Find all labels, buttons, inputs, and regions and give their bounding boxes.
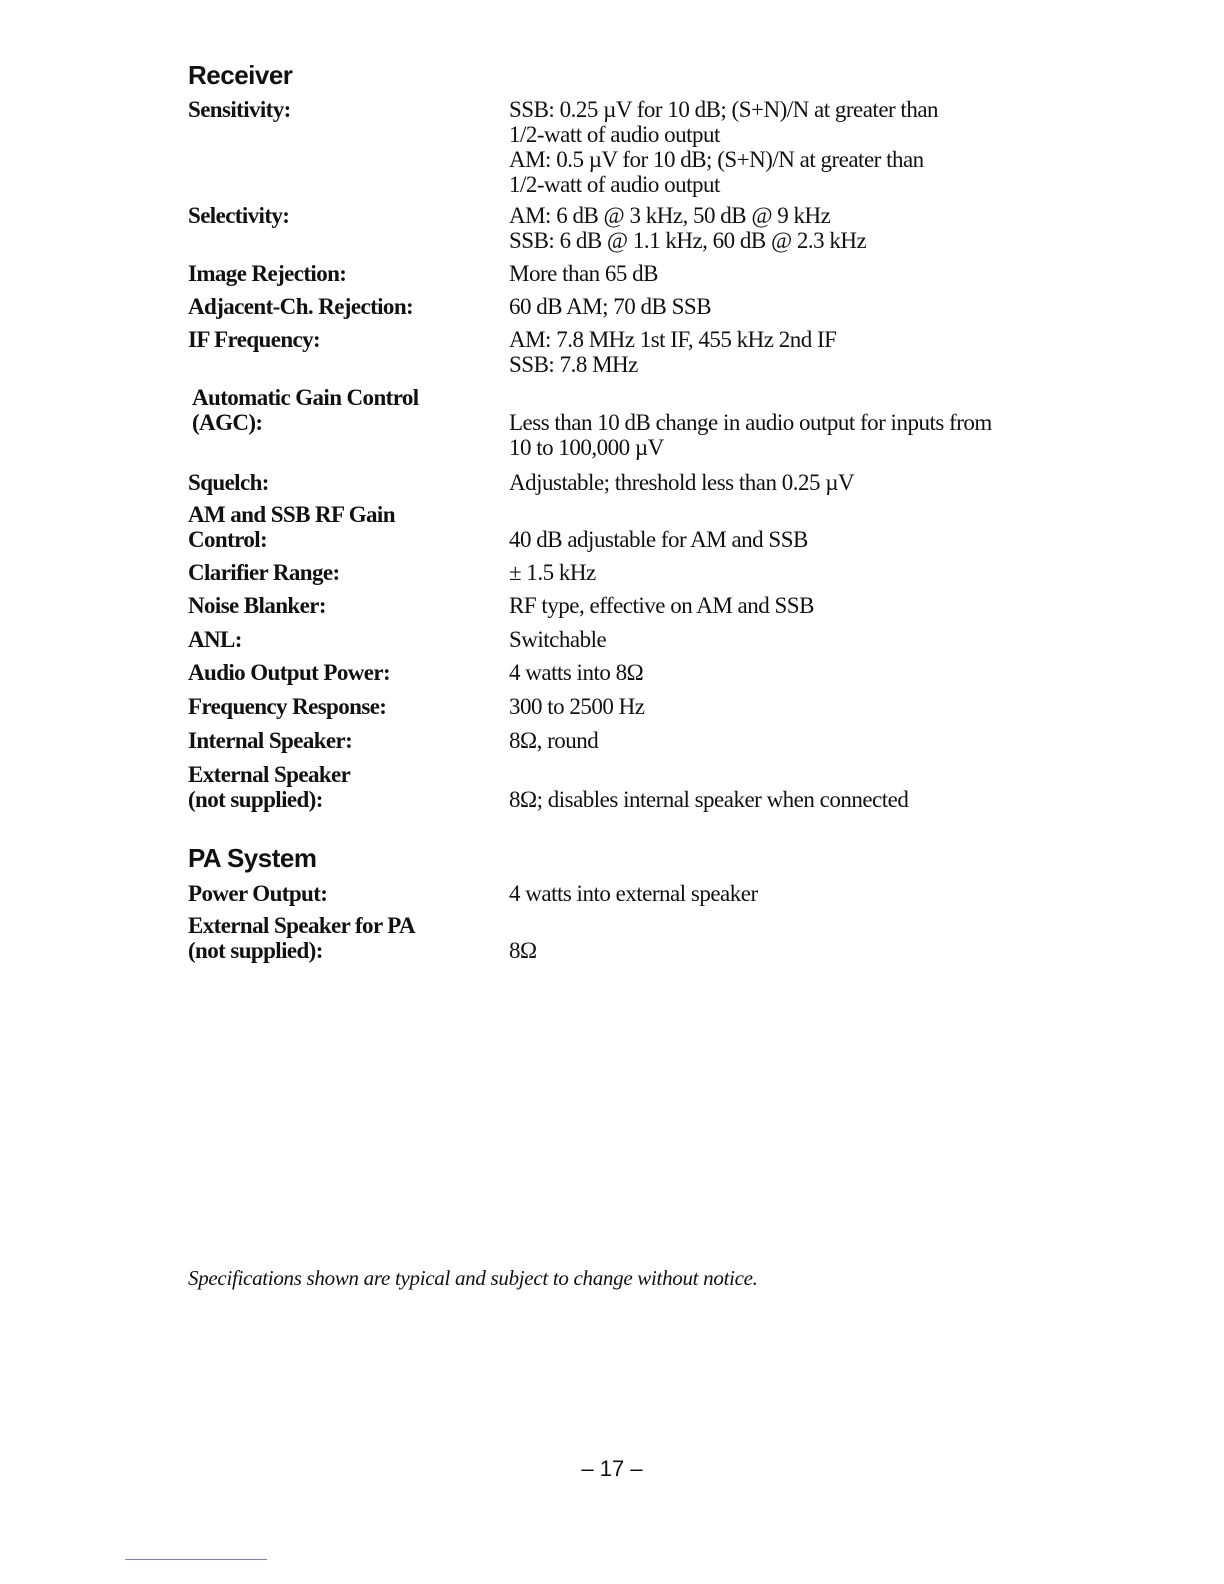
spec-value: 8Ω; disables internal speaker when connected (509, 787, 909, 812)
spec-value: 40 dB adjustable for AM and SSB (509, 527, 808, 552)
spec-label: Image Rejection: (188, 261, 347, 286)
bottom-divider (125, 1559, 267, 1560)
spec-value: More than 65 dB (509, 261, 659, 286)
pa-system-section-title: PA System (188, 843, 317, 873)
spec-value: Adjustable; threshold less than 0.25 µV (509, 470, 855, 495)
spec-value: SSB: 0.25 µV for 10 dB; (S+N)/N at greater than 1/2-watt of audio output AM: 0.5 µV for 10 dB; (S+N)/N at greater than 1/2-watt of audio output (509, 97, 939, 197)
receiver-section-title: Receiver (188, 60, 293, 90)
spec-value: 4 watts into external speaker (509, 881, 758, 906)
page-number: – 17 – (581, 1456, 643, 1481)
spec-label: IF Frequency: (188, 327, 321, 352)
spec-label: Adjacent-Ch. Rejection: (188, 294, 414, 319)
spec-label: Audio Output Power: (188, 660, 391, 685)
spec-value: 60 dB AM; 70 dB SSB (509, 294, 712, 319)
spec-label: AM and SSB RF Gain Control: (188, 502, 395, 552)
spec-value: Switchable (509, 627, 607, 652)
spec-label: Clarifier Range: (188, 560, 340, 585)
spec-label: Frequency Response: (188, 694, 387, 719)
spec-value: ± 1.5 kHz (509, 560, 596, 585)
spec-value: 8Ω (509, 938, 537, 963)
spec-value: 4 watts into 8Ω (509, 660, 644, 685)
specifications-footnote: Specifications shown are typical and subject to change without notice. (188, 1266, 758, 1290)
spec-label: External Speaker for PA (not supplied): (188, 913, 416, 963)
spec-label: Squelch: (188, 470, 269, 495)
spec-value: 8Ω, round (509, 728, 599, 753)
spec-label: Noise Blanker: (188, 593, 326, 618)
spec-label: ANL: (188, 627, 242, 652)
spec-label: Power Output: (188, 881, 328, 906)
spec-label: External Speaker (not supplied): (188, 762, 351, 812)
spec-label: Selectivity: (188, 203, 290, 228)
spec-value: 300 to 2500 Hz (509, 694, 645, 719)
spec-value: AM: 7.8 MHz 1st IF, 455 kHz 2nd IF SSB: 7.8 MHz (509, 327, 837, 377)
spec-label: Internal Speaker: (188, 728, 353, 753)
spec-label: Sensitivity: (188, 97, 291, 122)
spec-value: AM: 6 dB @ 3 kHz, 50 dB @ 9 kHz SSB: 6 dB @ 1.1 kHz, 60 dB @ 2.3 kHz (509, 203, 867, 253)
spec-value: Less than 10 dB change in audio output for inputs from 10 to 100,000 µV (509, 410, 992, 460)
spec-label: Automatic Gain Control (AGC): (192, 385, 419, 435)
spec-value: RF type, effective on AM and SSB (509, 593, 814, 618)
